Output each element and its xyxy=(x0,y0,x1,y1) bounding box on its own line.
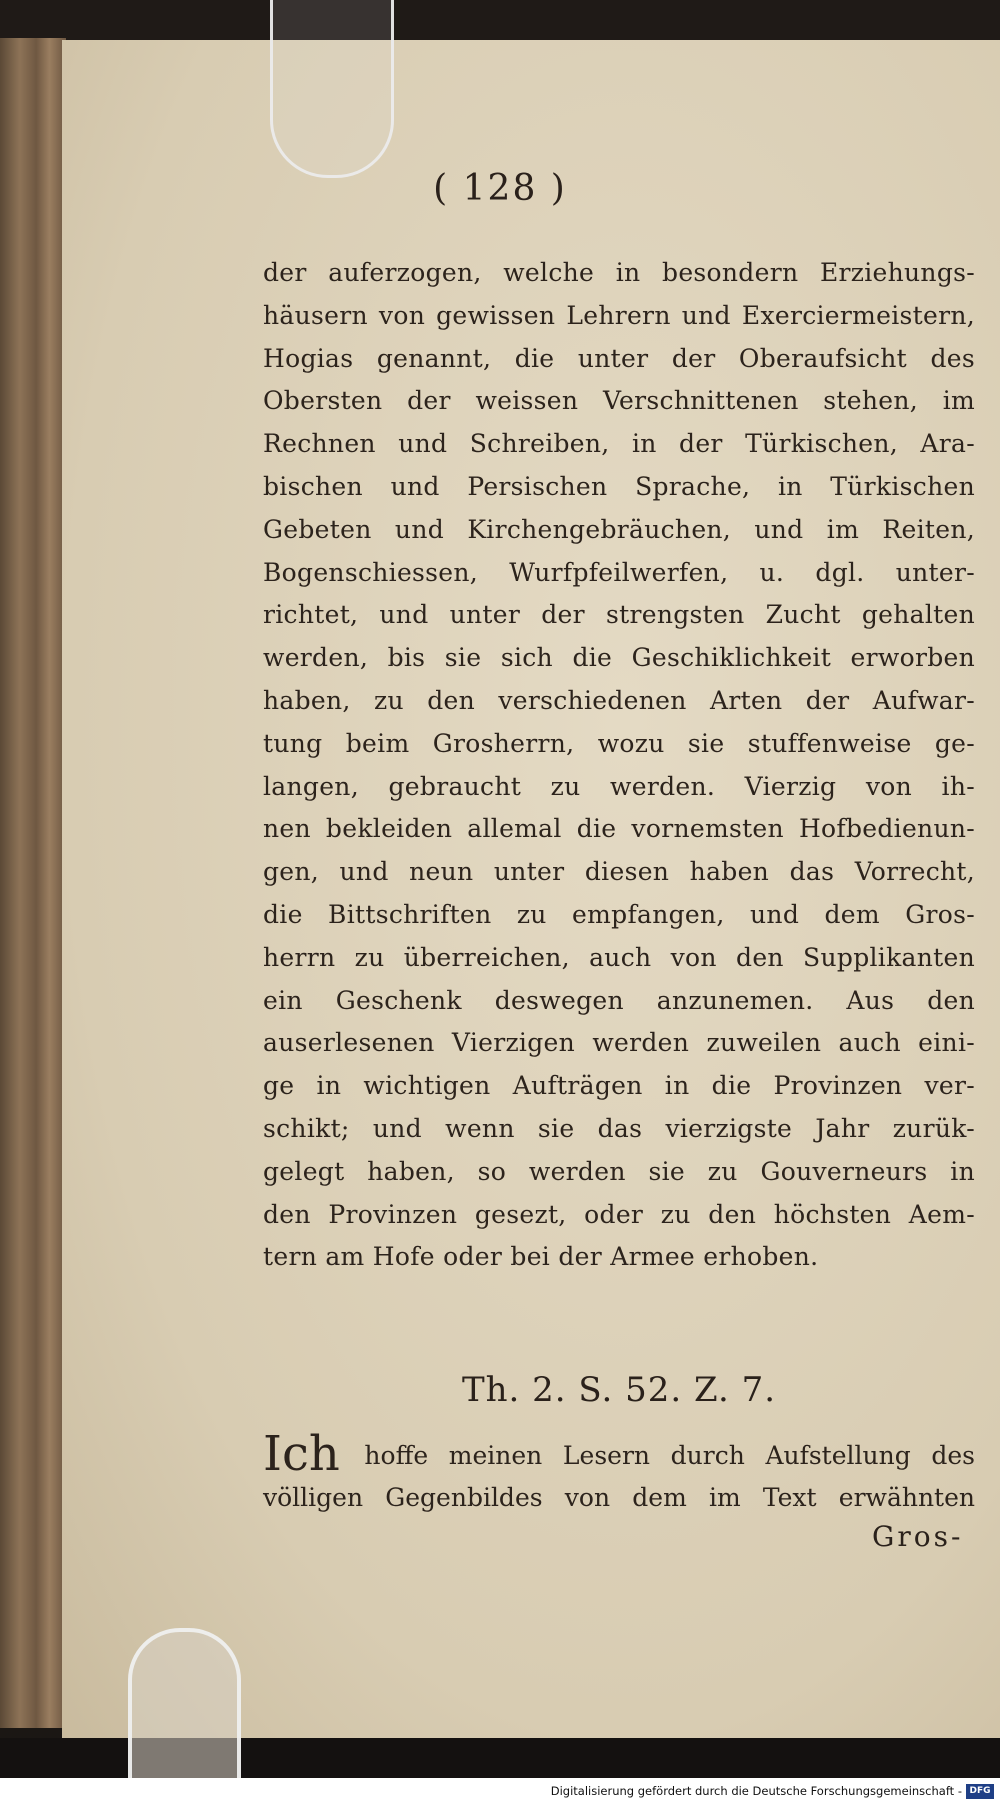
text-line: Bogenschiessen, Wurfpfeilwerfen, u. dgl. unter- xyxy=(263,557,975,587)
funding-credit: Digitalisierung gefördert durch die Deutsche Forschungsgemeinschaft - xyxy=(550,1784,962,1798)
text-line: bischen und Persischen Sprache, in Türkischen xyxy=(263,471,975,501)
text-line: tern am Hofe oder bei der Armee erhoben. xyxy=(263,1242,819,1272)
book-page-edges xyxy=(0,38,66,1728)
text-line: herrn zu überreichen, auch von den Supplikanten xyxy=(263,942,975,972)
text-line: ge in wichtigen Aufträgen in die Provinzen ver- xyxy=(263,1071,975,1101)
text-line: den Provinzen gesezt, oder zu den höchsten Aem- xyxy=(263,1199,975,1229)
second-paragraph xyxy=(263,1426,975,1520)
text-line: auserlesenen Vierzigen werden zuweilen auch eini- xyxy=(263,1028,975,1058)
text-line: Hogias genannt, die unter der Oberaufsicht des xyxy=(263,343,975,373)
text-line: richtet, und unter der strengsten Zucht gehalten xyxy=(263,600,975,630)
text-line: haben, zu den verschiedenen Arten der Aufwar- xyxy=(263,685,975,715)
page-number: ( 128 ) xyxy=(433,168,567,209)
text-line: die Bittschriften zu empfangen, und dem Gros- xyxy=(263,899,975,929)
text-line: gelegt haben, so werden sie zu Gouverneurs in xyxy=(263,1156,975,1186)
text-line: tung beim Grosherrn, wozu sie stuffenweise ge- xyxy=(263,728,975,758)
section-heading: Th. 2. S. 52. Z. 7. xyxy=(461,1370,777,1410)
text-line: hoffe meinen Lesern durch Aufstellung des xyxy=(364,1441,975,1470)
digitization-footer xyxy=(0,1778,1000,1805)
text-line: Gebeten und Kirchengebräuchen, und im Reiten, xyxy=(263,514,975,544)
text-line: nen bekleiden allemal die vornemsten Hofbedienun- xyxy=(263,814,975,844)
text-line: werden, bis sie sich die Geschiklichkeit erworben xyxy=(263,643,975,673)
text-line: Obersten der weissen Verschnittenen stehen, im xyxy=(263,386,975,416)
catchword: Gros- xyxy=(872,1520,964,1553)
scan-top-border xyxy=(0,0,1000,40)
text-line: schikt; und wenn sie das vierzigste Jahr zurük- xyxy=(263,1113,975,1143)
text-line: der auferzogen, welche in besondern Erziehungs- xyxy=(263,258,975,287)
page-clip-top xyxy=(270,0,394,178)
initial-word: Ich xyxy=(263,1426,340,1482)
text-line: gen, und neun unter diesen haben das Vorrecht, xyxy=(263,857,975,887)
page-clip-bottom xyxy=(128,1628,241,1782)
main-text-block xyxy=(263,252,975,1279)
text-line: langen, gebraucht zu werden. Vierzig von ih- xyxy=(263,771,975,801)
text-line: völligen Gegenbildes von dem im Text erwähnten xyxy=(263,1483,975,1512)
text-line: Rechnen und Schreiben, in der Türkischen, Ara- xyxy=(263,429,975,459)
dfg-logo: DFG xyxy=(966,1784,994,1799)
text-line: ein Geschenk deswegen anzunemen. Aus den xyxy=(263,985,975,1015)
text-line: häusern von gewissen Lehrern und Exerciermeistern, xyxy=(263,300,975,330)
